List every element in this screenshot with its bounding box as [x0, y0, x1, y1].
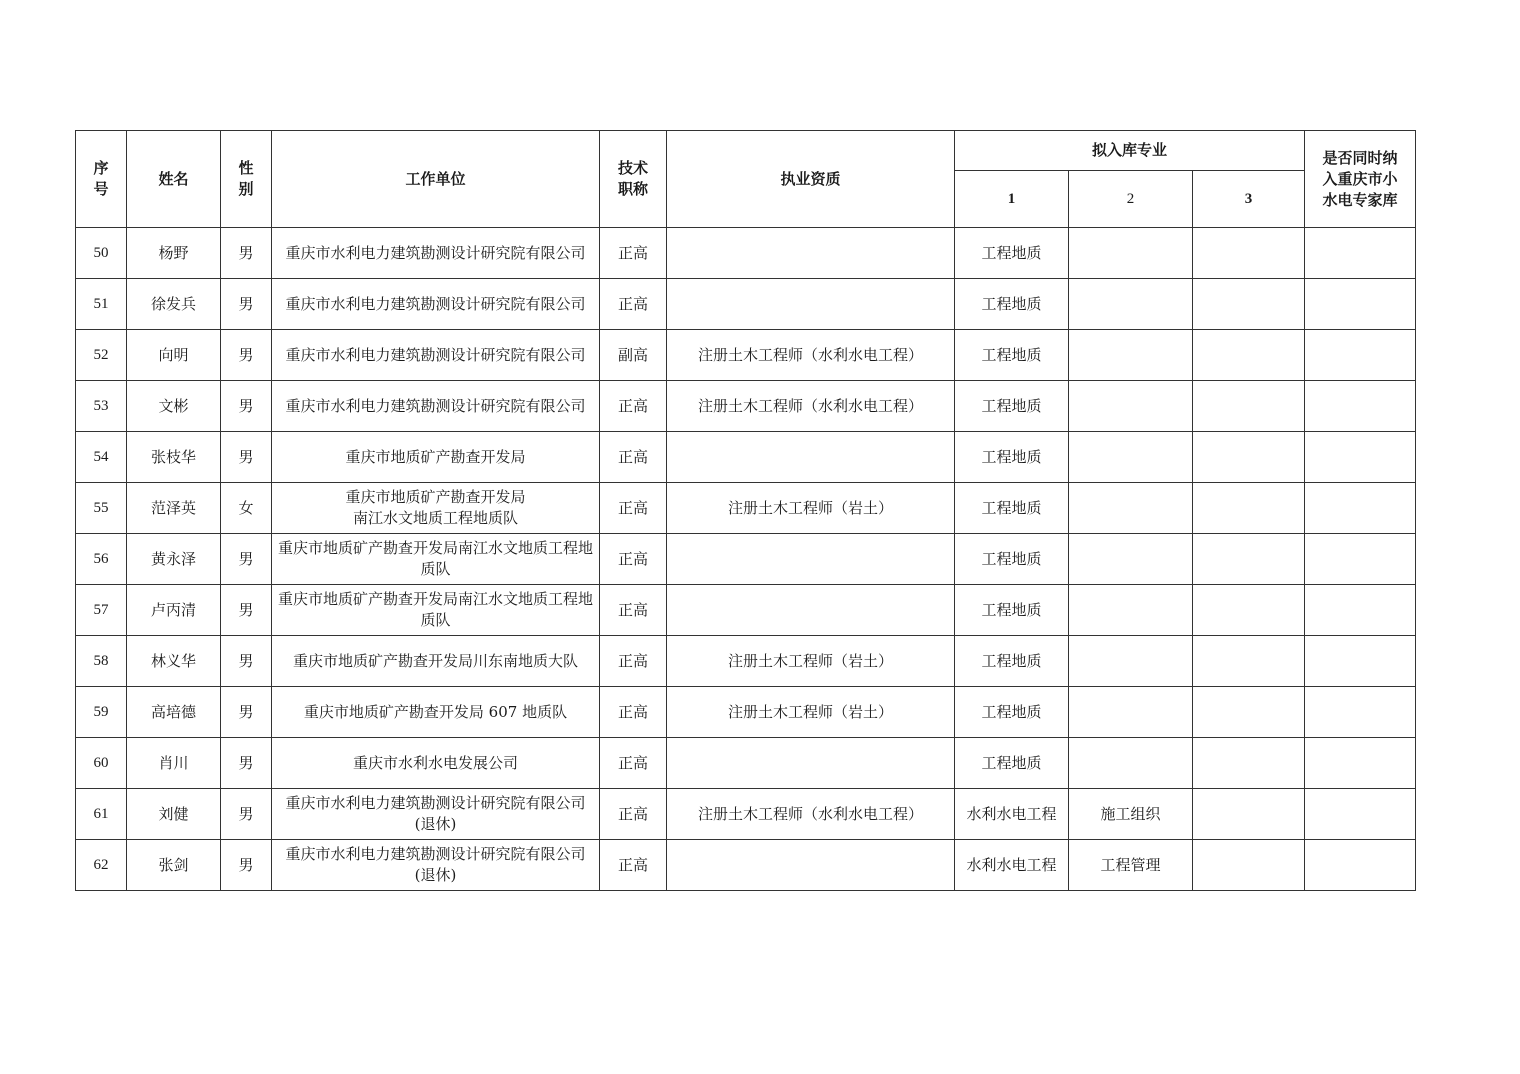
header-specialty-2: 2 — [1069, 171, 1193, 228]
cell-seq: 60 — [76, 738, 127, 789]
cell-also-included — [1305, 687, 1416, 738]
cell-specialty-2 — [1069, 228, 1193, 279]
cell-qualification — [667, 585, 955, 636]
cell-specialty-2 — [1069, 330, 1193, 381]
cell-seq: 61 — [76, 789, 127, 840]
cell-specialty-1: 工程地质 — [955, 483, 1069, 534]
cell-specialty-3 — [1193, 279, 1305, 330]
cell-work-unit: 重庆市地质矿产勘查开发局 — [272, 432, 600, 483]
cell-also-included — [1305, 636, 1416, 687]
cell-specialty-1: 工程地质 — [955, 687, 1069, 738]
cell-gender: 男 — [221, 228, 272, 279]
cell-also-included — [1305, 279, 1416, 330]
table-row — [76, 483, 1416, 534]
cell-seq: 52 — [76, 330, 127, 381]
cell-specialty-2: 工程管理 — [1069, 840, 1193, 891]
cell-also-included — [1305, 432, 1416, 483]
cell-qualification — [667, 738, 955, 789]
cell-specialty-1: 工程地质 — [955, 585, 1069, 636]
header-name: 姓名 — [127, 131, 221, 228]
cell-specialty-2 — [1069, 432, 1193, 483]
cell-work-unit: 重庆市水利电力建筑勘测设计研究院有限公司 — [272, 381, 600, 432]
cell-name: 刘健 — [127, 789, 221, 840]
cell-specialty-3 — [1193, 381, 1305, 432]
table-row — [76, 738, 1416, 789]
cell-title: 正高 — [600, 687, 667, 738]
cell-title: 正高 — [600, 585, 667, 636]
cell-also-included — [1305, 483, 1416, 534]
cell-specialty-1: 工程地质 — [955, 279, 1069, 330]
cell-title: 正高 — [600, 789, 667, 840]
cell-title: 正高 — [600, 228, 667, 279]
cell-name: 范泽英 — [127, 483, 221, 534]
cell-also-included — [1305, 534, 1416, 585]
table-row — [76, 381, 1416, 432]
cell-gender: 男 — [221, 432, 272, 483]
header-work-unit: 工作单位 — [272, 131, 600, 228]
cell-also-included — [1305, 585, 1416, 636]
cell-name: 卢丙清 — [127, 585, 221, 636]
cell-specialty-3 — [1193, 636, 1305, 687]
cell-seq: 59 — [76, 687, 127, 738]
cell-name: 林义华 — [127, 636, 221, 687]
cell-gender: 男 — [221, 381, 272, 432]
table-row — [76, 228, 1416, 279]
cell-specialty-1: 水利水电工程 — [955, 840, 1069, 891]
cell-specialty-2 — [1069, 534, 1193, 585]
cell-qualification: 注册土木工程师（岩土） — [667, 687, 955, 738]
cell-name: 杨野 — [127, 228, 221, 279]
cell-gender: 男 — [221, 636, 272, 687]
cell-work-unit: 重庆市地质矿产勘查开发局 南江水文地质工程地质队 — [272, 483, 600, 534]
cell-specialty-1: 工程地质 — [955, 636, 1069, 687]
cell-work-unit: 重庆市水利电力建筑勘测设计研究院有限公司(退休) — [272, 789, 600, 840]
cell-qualification — [667, 279, 955, 330]
expert-roster-table — [75, 130, 1416, 891]
cell-gender: 女 — [221, 483, 272, 534]
table-row — [76, 789, 1416, 840]
cell-gender: 男 — [221, 738, 272, 789]
table-row — [76, 585, 1416, 636]
cell-specialty-3 — [1193, 840, 1305, 891]
cell-title: 正高 — [600, 738, 667, 789]
cell-work-unit: 重庆市水利电力建筑勘测设计研究院有限公司(退休) — [272, 840, 600, 891]
cell-specialty-2 — [1069, 483, 1193, 534]
cell-also-included — [1305, 381, 1416, 432]
cell-name: 徐发兵 — [127, 279, 221, 330]
cell-gender: 男 — [221, 279, 272, 330]
cell-qualification — [667, 840, 955, 891]
cell-work-unit: 重庆市水利电力建筑勘测设计研究院有限公司 — [272, 228, 600, 279]
cell-gender: 男 — [221, 585, 272, 636]
header-qualification: 执业资质 — [667, 131, 955, 228]
cell-work-unit: 重庆市地质矿产勘查开发局 607 地质队 — [272, 687, 600, 738]
cell-qualification — [667, 432, 955, 483]
cell-title: 正高 — [600, 432, 667, 483]
cell-gender: 男 — [221, 534, 272, 585]
cell-work-unit: 重庆市水利电力建筑勘测设计研究院有限公司 — [272, 279, 600, 330]
cell-seq: 53 — [76, 381, 127, 432]
cell-name: 高培德 — [127, 687, 221, 738]
cell-seq: 56 — [76, 534, 127, 585]
cell-name: 文彬 — [127, 381, 221, 432]
cell-work-unit: 重庆市地质矿产勘查开发局川东南地质大队 — [272, 636, 600, 687]
cell-work-unit: 重庆市水利水电发展公司 — [272, 738, 600, 789]
cell-gender: 男 — [221, 840, 272, 891]
cell-specialty-2 — [1069, 636, 1193, 687]
cell-specialty-3 — [1193, 330, 1305, 381]
header-specialty-3: 3 — [1193, 171, 1305, 228]
cell-also-included — [1305, 789, 1416, 840]
cell-specialty-1: 工程地质 — [955, 534, 1069, 585]
cell-also-included — [1305, 330, 1416, 381]
cell-seq: 58 — [76, 636, 127, 687]
cell-name: 肖川 — [127, 738, 221, 789]
cell-specialty-2 — [1069, 687, 1193, 738]
cell-qualification: 注册土木工程师（水利水电工程） — [667, 789, 955, 840]
cell-work-unit: 重庆市地质矿产勘查开发局南江水文地质工程地质队 — [272, 534, 600, 585]
cell-also-included — [1305, 228, 1416, 279]
cell-title: 正高 — [600, 636, 667, 687]
cell-specialty-1: 工程地质 — [955, 381, 1069, 432]
table-row — [76, 330, 1416, 381]
cell-specialty-1: 工程地质 — [955, 432, 1069, 483]
cell-also-included — [1305, 840, 1416, 891]
table-row — [76, 279, 1416, 330]
cell-name: 张枝华 — [127, 432, 221, 483]
cell-specialty-1: 工程地质 — [955, 330, 1069, 381]
cell-title: 正高 — [600, 381, 667, 432]
table-row — [76, 840, 1416, 891]
cell-specialty-2 — [1069, 738, 1193, 789]
cell-specialty-1: 水利水电工程 — [955, 789, 1069, 840]
cell-qualification: 注册土木工程师（水利水电工程） — [667, 381, 955, 432]
cell-specialty-1: 工程地质 — [955, 228, 1069, 279]
table-header — [76, 131, 1416, 228]
cell-also-included — [1305, 738, 1416, 789]
header-seq: 序号 — [76, 131, 127, 228]
cell-seq: 62 — [76, 840, 127, 891]
table-row — [76, 636, 1416, 687]
cell-specialty-2 — [1069, 279, 1193, 330]
cell-work-unit: 重庆市水利电力建筑勘测设计研究院有限公司 — [272, 330, 600, 381]
cell-name: 向明 — [127, 330, 221, 381]
header-also-included: 是否同时纳入重庆市小水电专家库 — [1305, 131, 1416, 228]
cell-specialty-2 — [1069, 585, 1193, 636]
cell-title: 副高 — [600, 330, 667, 381]
cell-title: 正高 — [600, 534, 667, 585]
cell-qualification: 注册土木工程师（岩土） — [667, 483, 955, 534]
cell-specialty-3 — [1193, 738, 1305, 789]
cell-title: 正高 — [600, 483, 667, 534]
cell-seq: 54 — [76, 432, 127, 483]
cell-title: 正高 — [600, 840, 667, 891]
cell-specialty-3 — [1193, 687, 1305, 738]
header-specialty-1: 1 — [955, 171, 1069, 228]
cell-qualification — [667, 534, 955, 585]
cell-gender: 男 — [221, 330, 272, 381]
cell-qualification — [667, 228, 955, 279]
table-row — [76, 534, 1416, 585]
cell-specialty-2: 施工组织 — [1069, 789, 1193, 840]
cell-specialty-3 — [1193, 585, 1305, 636]
cell-gender: 男 — [221, 687, 272, 738]
table-body — [76, 228, 1416, 891]
cell-seq: 51 — [76, 279, 127, 330]
cell-qualification: 注册土木工程师（水利水电工程） — [667, 330, 955, 381]
cell-specialty-2 — [1069, 381, 1193, 432]
cell-qualification: 注册土木工程师（岩土） — [667, 636, 955, 687]
cell-gender: 男 — [221, 789, 272, 840]
cell-specialty-3 — [1193, 432, 1305, 483]
header-title: 技术职称 — [600, 131, 667, 228]
cell-title: 正高 — [600, 279, 667, 330]
cell-work-unit: 重庆市地质矿产勘查开发局南江水文地质工程地质队 — [272, 585, 600, 636]
cell-specialty-3 — [1193, 483, 1305, 534]
cell-seq: 57 — [76, 585, 127, 636]
table-row — [76, 432, 1416, 483]
cell-specialty-3 — [1193, 789, 1305, 840]
header-gender: 性别 — [221, 131, 272, 228]
cell-name: 黄永泽 — [127, 534, 221, 585]
cell-name: 张剑 — [127, 840, 221, 891]
table-row — [76, 687, 1416, 738]
cell-specialty-1: 工程地质 — [955, 738, 1069, 789]
cell-seq: 50 — [76, 228, 127, 279]
cell-seq: 55 — [76, 483, 127, 534]
cell-specialty-3 — [1193, 228, 1305, 279]
header-specialty-group: 拟入库专业 — [955, 131, 1305, 171]
cell-specialty-3 — [1193, 534, 1305, 585]
